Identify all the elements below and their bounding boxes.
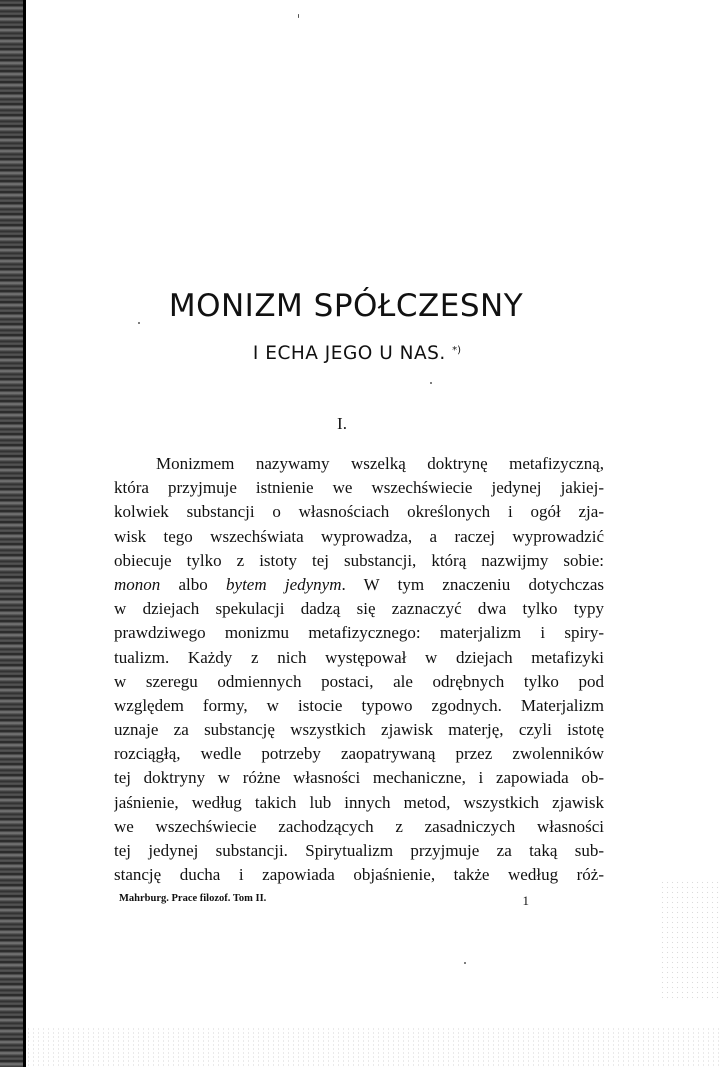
text-line: względem formy, w istocie typowo zgodnych. Materjalizm — [114, 695, 604, 715]
scan-noise — [660, 880, 720, 1000]
subtitle-text: I ECHA JEGO U NAS. — [252, 343, 446, 364]
text-line: w szeregu odmiennych postaci, ale odrębnych tylko pod — [114, 671, 604, 691]
page-title: MONIZM SPÓŁCZESNY — [168, 288, 524, 324]
text-line: obiecuje tylko z istoty tej substancji, którą nazwijmy sobie: — [114, 550, 604, 570]
text-line: prawdziwego monizmu metafizycznego: materjalizm i spiry- — [114, 623, 604, 643]
text-line: we wszechświecie zachodzących z zasadniczych własności — [114, 816, 604, 836]
text-line: jaśnienie, według takich lub innych metod, wszystkich zjawisk — [114, 792, 604, 812]
book-spine-edge — [0, 0, 26, 1067]
text-line-with-italics — [114, 573, 604, 597]
footnote-mark: *) — [452, 345, 462, 356]
text-line: uznaje za substancję wszystkich zjawisk materję, czyli istotę — [114, 720, 604, 740]
text-line: kolwiek substancji o własnościach określonych i ogół zja- — [114, 502, 604, 522]
scan-speck — [138, 322, 140, 324]
text-fragment: . W tym znaczeniu dotychczas — [341, 574, 604, 594]
text-line: stancję ducha i zapowiada objaśnienie, także według róż- — [114, 865, 604, 885]
text-line: rozciągłą, wedle potrzeby zaopatrywaną przez zwolenników — [114, 744, 604, 764]
page-subtitle — [222, 343, 492, 364]
text-line: tualizm. Każdy z nich występował w dziejach metafizyki — [114, 647, 604, 667]
book-page — [26, 0, 720, 1067]
footer-signature: Mahrburg. Prace filozof. Tom II. — [119, 893, 267, 904]
section-number: I. — [337, 414, 347, 433]
scan-speck — [464, 962, 466, 964]
page-number: 1 — [522, 893, 529, 908]
text-line: Monizmem nazywamy wszelką doktrynę metafizyczną, — [156, 454, 604, 473]
page-footer — [119, 893, 529, 908]
text-line: wisk tego wszechświata wyprowadza, a raczej wyprowadzić — [114, 526, 604, 546]
text-line: tej doktryny w różne własności mechaniczne, i zapowiada ob- — [114, 768, 604, 788]
scan-noise — [26, 1027, 720, 1067]
scan-speck — [298, 14, 299, 18]
text-line: która przyjmuje istnienie we wszechświecie jedynej jakiej- — [114, 478, 604, 498]
body-paragraph — [114, 452, 604, 887]
text-fragment: albo — [178, 574, 208, 594]
text-line: w dziejach spekulacji dadzą się zaznaczyć dwa tylko typy — [114, 599, 604, 619]
italic-term: monon — [114, 574, 161, 594]
text-line: tej jedynej substancji. Spirytualizm przyjmuje za taką sub- — [114, 841, 604, 860]
italic-term: bytem jedynym — [226, 574, 342, 594]
scan-speck — [430, 382, 432, 384]
